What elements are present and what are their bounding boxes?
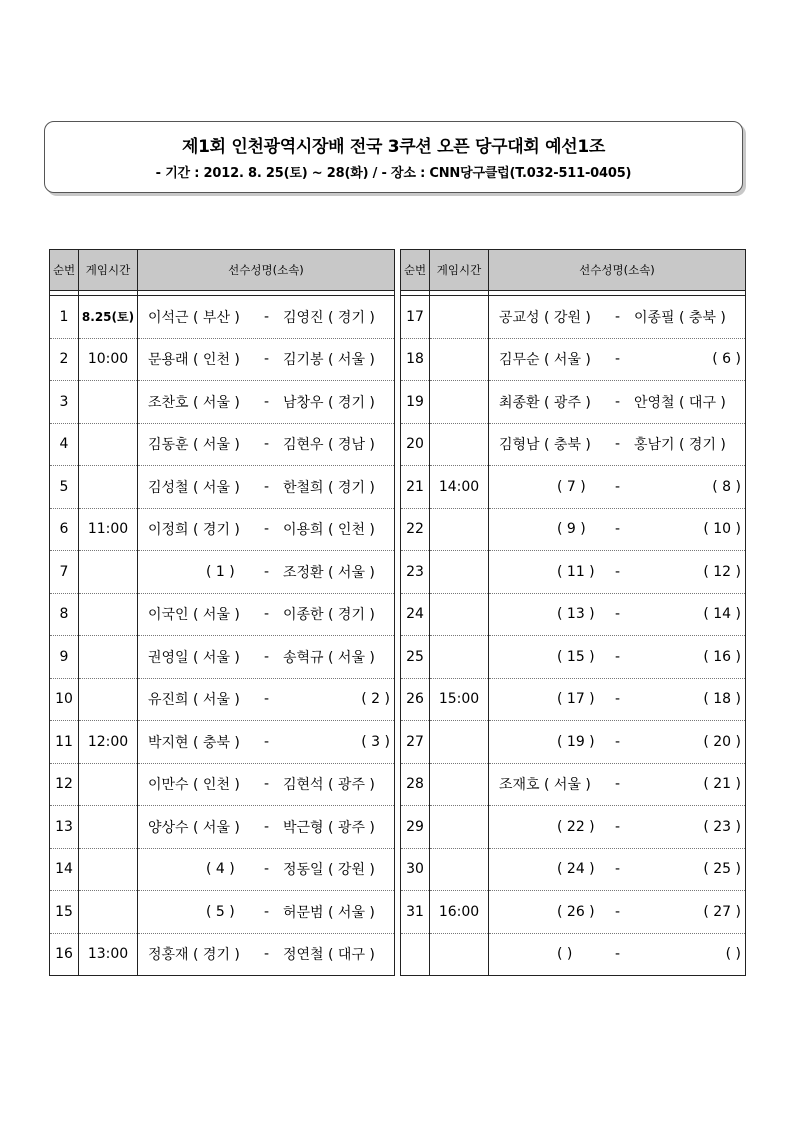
match-number: 26 xyxy=(401,678,430,721)
table-row xyxy=(50,551,395,594)
player-two: ( 12 ) xyxy=(703,563,741,580)
match-players xyxy=(489,381,746,424)
player-one: ( 1 ) xyxy=(206,563,235,580)
game-time xyxy=(430,763,489,806)
match-number: 3 xyxy=(50,381,79,424)
player-two: 정연철 ( 대구 ) xyxy=(283,947,375,964)
match-players xyxy=(489,933,746,976)
versus-dash: - xyxy=(615,478,621,495)
game-time xyxy=(79,806,138,849)
table-row xyxy=(401,678,746,721)
table-row xyxy=(401,466,746,509)
player-two: ( 27 ) xyxy=(703,903,741,920)
versus-dash: - xyxy=(615,436,621,453)
player-two: 이종필 ( 충북 ) xyxy=(634,309,726,326)
game-time: 8.25(토) xyxy=(79,296,138,339)
versus-dash: - xyxy=(615,733,621,750)
versus-dash: - xyxy=(615,776,621,793)
table-row xyxy=(50,636,395,679)
table-row xyxy=(401,338,746,381)
match-number: 19 xyxy=(401,381,430,424)
match-number: 10 xyxy=(50,678,79,721)
match-number xyxy=(401,933,430,976)
player-two: 허문범 ( 서울 ) xyxy=(283,904,375,921)
player-one: ( 24 ) xyxy=(557,861,595,878)
match-players xyxy=(138,636,395,679)
player-two: 홍남기 ( 경기 ) xyxy=(634,437,726,454)
match-players xyxy=(138,891,395,934)
schedule-table-left xyxy=(49,249,395,976)
versus-dash: - xyxy=(264,436,270,453)
table-row xyxy=(50,763,395,806)
table-row xyxy=(401,763,746,806)
game-time xyxy=(430,933,489,976)
player-one: ( 19 ) xyxy=(557,733,595,750)
match-players xyxy=(138,806,395,849)
table-row xyxy=(50,891,395,934)
player-one: 정홍재 ( 경기 ) xyxy=(148,947,240,964)
page-subtitle: - 기간 : 2012. 8. 25(토) ~ 28(화) / - 장소 : CNN당구클럽(T.032-511-0405) xyxy=(155,166,632,181)
table-row xyxy=(50,806,395,849)
schedule-table-right xyxy=(400,249,746,976)
game-time: 13:00 xyxy=(79,933,138,976)
match-number: 23 xyxy=(401,551,430,594)
match-number: 21 xyxy=(401,466,430,509)
versus-dash: - xyxy=(615,351,621,368)
match-number: 22 xyxy=(401,508,430,551)
player-one: 공교성 ( 강원 ) xyxy=(499,309,591,326)
table-row xyxy=(50,721,395,764)
versus-dash: - xyxy=(264,946,270,963)
table-row xyxy=(401,423,746,466)
match-players xyxy=(138,381,395,424)
player-two: ( 25 ) xyxy=(703,861,741,878)
player-one: ( 11 ) xyxy=(557,563,595,580)
versus-dash: - xyxy=(264,691,270,708)
table-row xyxy=(50,508,395,551)
game-time xyxy=(430,296,489,339)
table-row xyxy=(50,933,395,976)
player-one: 조찬호 ( 서울 ) xyxy=(148,394,240,411)
match-number: 13 xyxy=(50,806,79,849)
title-box xyxy=(44,121,743,193)
match-players xyxy=(489,423,746,466)
match-number: 17 xyxy=(401,296,430,339)
match-players xyxy=(489,848,746,891)
versus-dash: - xyxy=(264,733,270,750)
column-header-time: 게임시간 xyxy=(79,250,138,291)
table-row xyxy=(401,593,746,636)
match-number: 7 xyxy=(50,551,79,594)
game-time: 12:00 xyxy=(79,721,138,764)
match-players xyxy=(138,848,395,891)
game-time xyxy=(79,763,138,806)
player-two: ( 14 ) xyxy=(703,606,741,623)
table-row xyxy=(401,636,746,679)
game-time xyxy=(430,338,489,381)
player-one: 문용래 ( 인천 ) xyxy=(148,352,240,369)
table-row xyxy=(50,338,395,381)
match-number: 8 xyxy=(50,593,79,636)
player-two: ( 2 ) xyxy=(361,691,390,708)
match-number: 25 xyxy=(401,636,430,679)
game-time xyxy=(79,891,138,934)
player-one: 이정희 ( 경기 ) xyxy=(148,522,240,539)
match-players xyxy=(489,678,746,721)
player-one: ( 13 ) xyxy=(557,606,595,623)
match-players xyxy=(489,636,746,679)
match-players xyxy=(489,891,746,934)
game-time: 11:00 xyxy=(79,508,138,551)
game-time xyxy=(79,381,138,424)
match-number: 30 xyxy=(401,848,430,891)
player-two: ( 23 ) xyxy=(703,818,741,835)
table-row xyxy=(50,296,395,339)
match-number: 16 xyxy=(50,933,79,976)
versus-dash: - xyxy=(264,606,270,623)
versus-dash: - xyxy=(264,351,270,368)
game-time: 10:00 xyxy=(79,338,138,381)
match-players xyxy=(489,508,746,551)
player-one: ( 22 ) xyxy=(557,818,595,835)
table-row xyxy=(50,678,395,721)
game-time xyxy=(79,848,138,891)
player-one: 박지현 ( 충북 ) xyxy=(148,734,240,751)
player-one: 유진희 ( 서울 ) xyxy=(148,692,240,709)
match-players xyxy=(489,296,746,339)
match-number: 5 xyxy=(50,466,79,509)
game-time xyxy=(79,423,138,466)
player-two: 김기봉 ( 서울 ) xyxy=(283,352,375,369)
column-header-time: 게임시간 xyxy=(430,250,489,291)
match-players xyxy=(489,763,746,806)
match-number: 6 xyxy=(50,508,79,551)
versus-dash: - xyxy=(615,818,621,835)
game-time xyxy=(430,721,489,764)
match-players xyxy=(489,806,746,849)
game-time xyxy=(430,636,489,679)
match-number: 29 xyxy=(401,806,430,849)
column-header-order: 순번 xyxy=(50,250,79,291)
match-players xyxy=(138,296,395,339)
table-row xyxy=(50,381,395,424)
player-two: 정동일 ( 강원 ) xyxy=(283,862,375,879)
player-two: ( 21 ) xyxy=(703,776,741,793)
match-players xyxy=(138,678,395,721)
page-title: 제1회 인천광역시장배 전국 3쿠션 오픈 당구대회 예선1조 xyxy=(182,137,605,157)
match-number: 31 xyxy=(401,891,430,934)
versus-dash: - xyxy=(264,563,270,580)
table-row xyxy=(401,296,746,339)
player-one: 김무순 ( 서울 ) xyxy=(499,352,591,369)
match-number: 15 xyxy=(50,891,79,934)
match-number: 9 xyxy=(50,636,79,679)
player-one: 김성철 ( 서울 ) xyxy=(148,479,240,496)
match-players xyxy=(489,551,746,594)
versus-dash: - xyxy=(264,903,270,920)
player-two: ( 20 ) xyxy=(703,733,741,750)
player-two: 이종한 ( 경기 ) xyxy=(283,607,375,624)
match-players xyxy=(489,466,746,509)
match-players xyxy=(489,721,746,764)
versus-dash: - xyxy=(264,818,270,835)
match-number: 20 xyxy=(401,423,430,466)
match-number: 27 xyxy=(401,721,430,764)
game-time xyxy=(430,508,489,551)
player-one: 최종환 ( 광주 ) xyxy=(499,394,591,411)
versus-dash: - xyxy=(615,946,621,963)
player-one: ( 17 ) xyxy=(557,691,595,708)
player-two: 이용희 ( 인천 ) xyxy=(283,522,375,539)
column-header-players: 선수성명(소속) xyxy=(138,250,395,291)
table-row xyxy=(50,848,395,891)
game-time: 14:00 xyxy=(430,466,489,509)
match-players xyxy=(138,466,395,509)
game-time xyxy=(79,593,138,636)
game-time xyxy=(430,423,489,466)
game-time xyxy=(430,381,489,424)
game-time xyxy=(79,678,138,721)
player-one: ( 7 ) xyxy=(557,478,586,495)
match-number: 24 xyxy=(401,593,430,636)
versus-dash: - xyxy=(615,691,621,708)
match-players xyxy=(138,763,395,806)
player-two: 박근형 ( 광주 ) xyxy=(283,819,375,836)
table-row xyxy=(401,933,746,976)
versus-dash: - xyxy=(264,308,270,325)
player-two: ( 18 ) xyxy=(703,691,741,708)
match-number: 18 xyxy=(401,338,430,381)
player-one: ( 4 ) xyxy=(206,861,235,878)
table-row xyxy=(401,806,746,849)
match-players xyxy=(138,508,395,551)
column-header-order: 순번 xyxy=(401,250,430,291)
versus-dash: - xyxy=(615,393,621,410)
player-one: 이국인 ( 서울 ) xyxy=(148,607,240,624)
game-time xyxy=(79,636,138,679)
versus-dash: - xyxy=(615,563,621,580)
versus-dash: - xyxy=(264,776,270,793)
column-header-players: 선수성명(소속) xyxy=(489,250,746,291)
player-one: 권영일 ( 서울 ) xyxy=(148,649,240,666)
match-players xyxy=(138,933,395,976)
table-row xyxy=(401,891,746,934)
match-number: 28 xyxy=(401,763,430,806)
match-number: 12 xyxy=(50,763,79,806)
player-two: 남창우 ( 경기 ) xyxy=(283,394,375,411)
table-row xyxy=(401,381,746,424)
match-number: 1 xyxy=(50,296,79,339)
game-time xyxy=(430,593,489,636)
match-players xyxy=(489,593,746,636)
player-one: 양상수 ( 서울 ) xyxy=(148,819,240,836)
game-time xyxy=(430,848,489,891)
match-players xyxy=(138,593,395,636)
player-one: 이석근 ( 부산 ) xyxy=(148,309,240,326)
versus-dash: - xyxy=(615,861,621,878)
player-one: 조재호 ( 서울 ) xyxy=(499,777,591,794)
match-players xyxy=(138,551,395,594)
player-two: ( 6 ) xyxy=(712,351,741,368)
player-two: ( 10 ) xyxy=(703,521,741,538)
versus-dash: - xyxy=(615,606,621,623)
player-two: 김현석 ( 광주 ) xyxy=(283,777,375,794)
player-two: ( ) xyxy=(725,946,741,963)
player-two: ( 16 ) xyxy=(703,648,741,665)
player-two: 김영진 ( 경기 ) xyxy=(283,309,375,326)
player-one: ( 26 ) xyxy=(557,903,595,920)
game-time xyxy=(79,466,138,509)
versus-dash: - xyxy=(264,478,270,495)
table-row xyxy=(401,551,746,594)
game-time: 16:00 xyxy=(430,891,489,934)
match-players xyxy=(138,338,395,381)
match-players xyxy=(138,423,395,466)
table-row xyxy=(50,423,395,466)
player-one: ( 15 ) xyxy=(557,648,595,665)
player-two: ( 8 ) xyxy=(712,478,741,495)
player-one: 김형남 ( 충북 ) xyxy=(499,437,591,454)
player-two: 한철희 ( 경기 ) xyxy=(283,479,375,496)
match-number: 11 xyxy=(50,721,79,764)
match-number: 2 xyxy=(50,338,79,381)
player-one: 이만수 ( 인천 ) xyxy=(148,777,240,794)
versus-dash: - xyxy=(264,861,270,878)
player-one: ( 5 ) xyxy=(206,903,235,920)
versus-dash: - xyxy=(615,648,621,665)
table-row xyxy=(401,508,746,551)
game-time xyxy=(79,551,138,594)
versus-dash: - xyxy=(615,308,621,325)
match-number: 14 xyxy=(50,848,79,891)
versus-dash: - xyxy=(615,903,621,920)
table-row xyxy=(50,466,395,509)
player-two: ( 3 ) xyxy=(361,733,390,750)
versus-dash: - xyxy=(264,648,270,665)
player-two: 김현우 ( 경남 ) xyxy=(283,437,375,454)
match-players xyxy=(138,721,395,764)
player-one: ( 9 ) xyxy=(557,521,586,538)
player-two: 안영철 ( 대구 ) xyxy=(634,394,726,411)
table-row xyxy=(401,721,746,764)
game-time: 15:00 xyxy=(430,678,489,721)
versus-dash: - xyxy=(264,393,270,410)
match-number: 4 xyxy=(50,423,79,466)
player-one: ( ) xyxy=(557,946,573,963)
versus-dash: - xyxy=(264,521,270,538)
game-time xyxy=(430,806,489,849)
player-one: 김동훈 ( 서울 ) xyxy=(148,437,240,454)
player-two: 송혁규 ( 서울 ) xyxy=(283,649,375,666)
table-row xyxy=(401,848,746,891)
match-players xyxy=(489,338,746,381)
game-time xyxy=(430,551,489,594)
player-two: 조정환 ( 서울 ) xyxy=(283,564,375,581)
versus-dash: - xyxy=(615,521,621,538)
table-row xyxy=(50,593,395,636)
